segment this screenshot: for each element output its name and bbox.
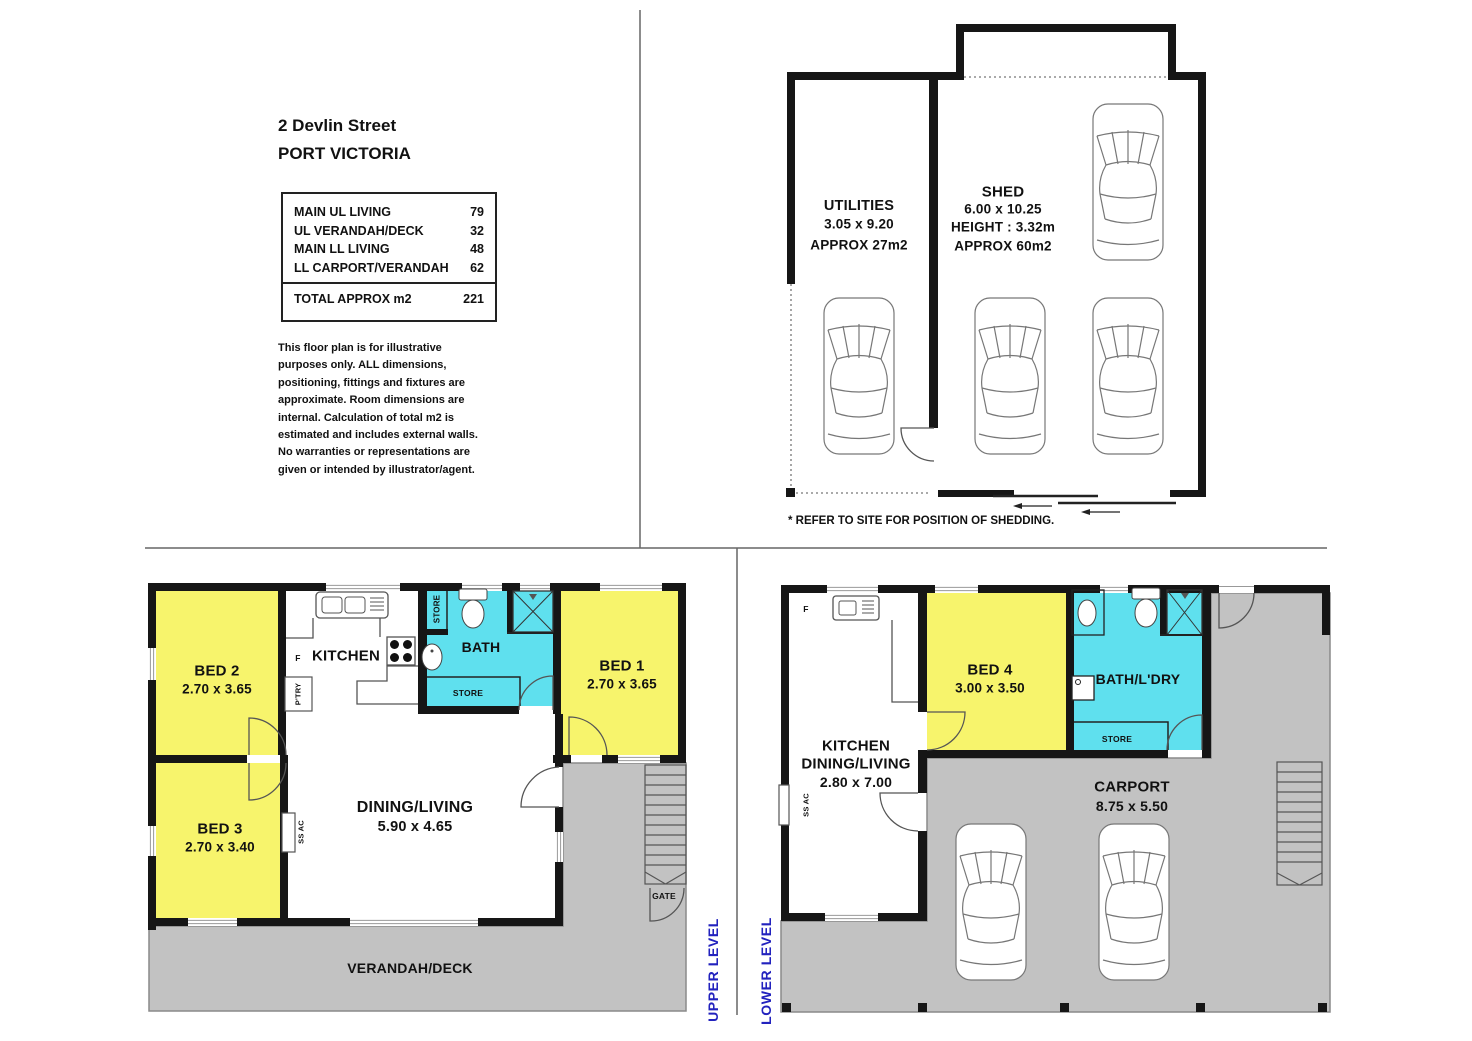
row-value: 79 (470, 205, 484, 219)
table-separator (283, 282, 495, 284)
ssac-lower-label: SS AC (801, 793, 811, 817)
fridge-lower-label: F (803, 604, 809, 614)
bath-ldry-label: BATH/L'DRY (1095, 671, 1181, 687)
bed2-room-label: BED 2 (194, 662, 240, 680)
verandah-label: VERANDAH/DECK (347, 960, 473, 976)
shed-dims: 6.00 x 10.25 (964, 201, 1042, 217)
bed1-dims: 2.70 x 3.65 (587, 676, 657, 692)
area-table (281, 192, 497, 322)
store-top-label: STORE (432, 594, 442, 624)
kitchen-lower-label-2: DINING/LIVING (801, 755, 911, 773)
disclaimer-line: given or intended by illustrator/agent. (278, 463, 475, 476)
utilities-room-label: UTILITIES (823, 198, 895, 214)
bed1-room-label: BED 1 (599, 657, 645, 675)
lower-plan-geometry (779, 585, 1330, 1012)
row-value: 62 (470, 260, 484, 275)
kitchen-lower-label-1: KITCHEN (821, 737, 891, 755)
carport-dims: 8.75 x 5.50 (1095, 798, 1169, 814)
total-label: TOTAL APPROX m2 (294, 292, 412, 307)
shed-height: HEIGHT : 3.32m (950, 219, 1056, 235)
kitchen-room-label: KITCHEN (311, 647, 381, 665)
fridge-label: F (295, 653, 301, 663)
row-label: LL CARPORT/VERANDAH (294, 260, 449, 275)
store-lower-label: STORE (1101, 734, 1133, 744)
disclaimer-line: This floor plan is for illustrative (278, 342, 442, 354)
address-line2: PORT VICTORIA (278, 144, 411, 163)
shed-note: * REFER TO SITE FOR POSITION OF SHEDDING. (788, 515, 1055, 527)
disclaimer-line: approximate. Room dimensions are (278, 394, 465, 407)
row-value: 32 (470, 223, 484, 238)
disclaimer-text (278, 340, 478, 479)
row-value: 48 (470, 242, 484, 257)
disclaimer-line: estimated and includes external walls. (278, 429, 478, 442)
shed-plan-geometry (786, 24, 1206, 515)
disclaimer-line: positioning, fittings and fixtures are (278, 376, 466, 389)
kitchen-lower-dims: 2.80 x 7.00 (819, 774, 893, 790)
dining-room-label: DINING/LIVING (356, 799, 474, 816)
bed4-dims: 3.00 x 3.50 (955, 680, 1025, 696)
disclaimer-line: internal. Calculation of total m2 is (278, 411, 455, 424)
shed-room-label: SHED (981, 183, 1025, 201)
store-bottom-label: STORE (452, 688, 484, 698)
pantry-label: P'TRY (293, 682, 303, 706)
carport-room-label: CARPORT (1094, 778, 1170, 796)
property-address (278, 112, 411, 168)
table-total-row (294, 290, 484, 309)
upper-level-label: UPPER LEVEL (705, 918, 721, 1022)
dining-dims: 5.90 x 4.65 (377, 819, 453, 835)
ssac-upper-label: SS AC (296, 820, 306, 844)
bed3-dims: 2.70 x 3.40 (185, 839, 255, 855)
disclaimer-line: No warranties or representations are (278, 446, 470, 459)
bath-room-label: BATH (461, 639, 501, 655)
table-row (294, 240, 484, 259)
address-line1: 2 Devlin Street (278, 116, 397, 135)
bed4-room-label: BED 4 (967, 661, 1013, 679)
table-row (294, 259, 484, 278)
table-row (294, 222, 484, 241)
row-label: UL VERANDAH/DECK (294, 223, 424, 238)
utilities-dims: 3.05 x 9.20 (824, 216, 894, 232)
row-label: MAIN LL LIVING (294, 242, 390, 257)
lower-level-label: LOWER LEVEL (758, 917, 774, 1025)
gate-label: GATE (652, 891, 676, 901)
upper-plan-geometry (148, 583, 686, 1011)
table-row (294, 203, 484, 222)
bed2-dims: 2.70 x 3.65 (182, 681, 252, 697)
disclaimer-line: purposes only. ALL dimensions, (278, 359, 447, 372)
utilities-area: APPROX 27m2 (810, 237, 908, 253)
shed-area: APPROX 60m2 (954, 238, 1052, 254)
row-label: MAIN UL LIVING (294, 205, 391, 219)
bed3-room-label: BED 3 (197, 820, 243, 838)
total-value: 221 (463, 292, 484, 307)
